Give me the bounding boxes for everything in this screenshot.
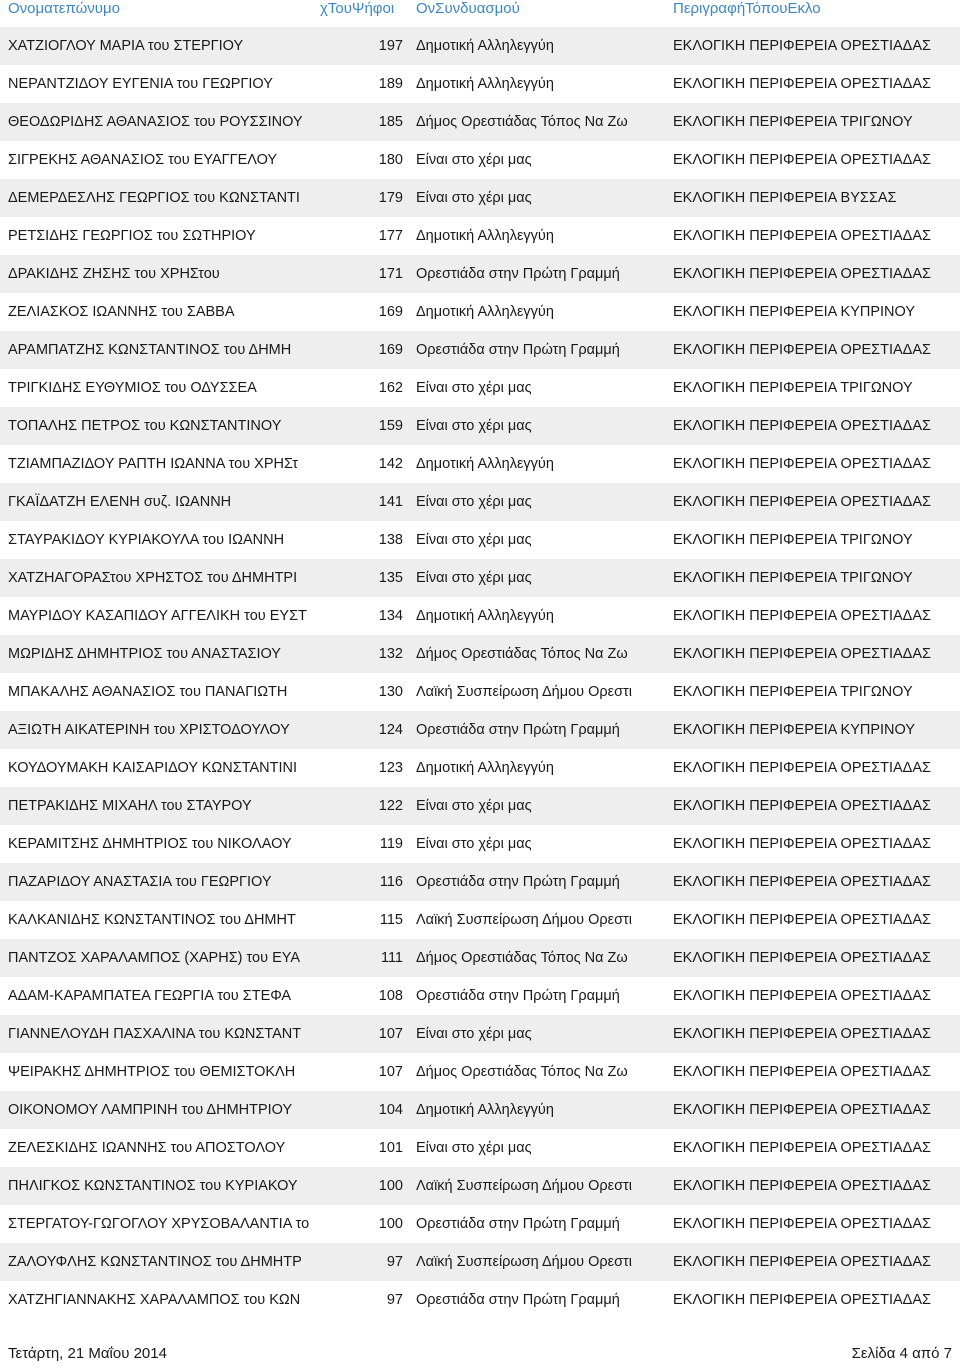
vote-count: 115 (379, 912, 403, 928)
candidate-name: ΠΑΖΑΡΙΔΟΥ ΑΝΑΣΤΑΣΙΑ του ΓΕΩΡΓΙΟΥ (8, 874, 272, 890)
vote-count: 97 (386, 1292, 403, 1308)
vote-count: 142 (378, 456, 403, 472)
header-name: Ονοματεπώνυμο (8, 0, 120, 17)
combination-name: Είναι στο χέρι μας (416, 418, 532, 434)
vote-count: 104 (378, 1102, 403, 1118)
electoral-region: ΕΚΛΟΓΙΚΗ ΠΕΡΙΦΕΡΕΙΑ ΟΡΕΣΤΙΑΔΑΣ (673, 836, 932, 852)
combination-name: Δήμος Ορεστιάδας Τόπος Να Ζω (416, 1064, 628, 1080)
table-row (0, 1167, 960, 1205)
combination-name: Ορεστιάδα στην Πρώτη Γραμμή (416, 342, 620, 358)
candidate-name: ΜΩΡΙΔΗΣ ΔΗΜΗΤΡΙΟΣ του ΑΝΑΣΤΑΣΙΟΥ (8, 646, 281, 662)
candidate-name: ΧΑΤΖΗΑΓΟΡΑΣτου ΧΡΗΣΤΟΣ του ΔΗΜΗΤΡΙ (8, 570, 298, 586)
candidate-name: ΟΙΚΟΝΟΜΟΥ ΛΑΜΠΡΙΝΗ του ΔΗΜΗΤΡΙΟΥ (8, 1102, 293, 1118)
electoral-region: ΕΚΛΟΓΙΚΗ ΠΕΡΙΦΕΡΕΙΑ ΟΡΕΣΤΙΑΔΑΣ (673, 950, 932, 966)
vote-count: 169 (378, 342, 403, 358)
candidate-name: ΚΟΥΔΟΥΜΑΚΗ ΚΑΙΣΑΡΙΔΟΥ ΚΩΝΣΤΑΝΤΙΝΙ (8, 760, 298, 776)
combination-name: Ορεστιάδα στην Πρώτη Γραμμή (416, 874, 620, 890)
vote-count: 100 (378, 1216, 403, 1232)
table-row (0, 179, 960, 217)
table-row (0, 1281, 960, 1319)
candidate-name: ΜΠΑΚΑΛΗΣ ΑΘΑΝΑΣΙΟΣ του ΠΑΝΑΓΙΩΤΗ (8, 684, 288, 700)
table-row (0, 445, 960, 483)
vote-count: 108 (378, 988, 403, 1004)
electoral-region: ΕΚΛΟΓΙΚΗ ΠΕΡΙΦΕΡΕΙΑ ΟΡΕΣΤΙΑΔΑΣ (673, 152, 932, 168)
candidate-name: ΖΕΛΕΣΚΙΔΗΣ ΙΩΑΝΝΗΣ του ΑΠΟΣΤΟΛΟΥ (8, 1140, 286, 1156)
vote-count: 138 (378, 532, 403, 548)
electoral-region: ΕΚΛΟΓΙΚΗ ΠΕΡΙΦΕΡΕΙΑ ΤΡΙΓΩΝΟΥ (673, 684, 913, 700)
results-table (0, 27, 960, 1319)
table-row (0, 217, 960, 255)
candidate-name: ΖΑΛΟΥΦΛΗΣ ΚΩΝΣΤΑΝΤΙΝΟΣ του ΔΗΜΗΤΡ (8, 1254, 302, 1270)
table-row (0, 901, 960, 939)
footer-page-number: Σελίδα 4 από 7 (851, 1345, 952, 1362)
candidate-name: ΚΕΡΑΜΙΤΣΗΣ ΔΗΜΗΤΡΙΟΣ του ΝΙΚΟΛΑΟΥ (8, 836, 292, 852)
electoral-region: ΕΚΛΟΓΙΚΗ ΠΕΡΙΦΕΡΕΙΑ ΟΡΕΣΤΙΑΔΑΣ (673, 1292, 932, 1308)
candidate-name: ΤΖΙΑΜΠΑΖΙΔΟΥ ΡΑΠΤΗ ΙΩΑΝΝΑ του ΧΡΗΣτ (8, 456, 298, 472)
combination-name: Δημοτική Αλληλεγγύη (416, 228, 554, 244)
vote-count: 123 (378, 760, 403, 776)
vote-count: 124 (378, 722, 403, 738)
table-row (0, 1053, 960, 1091)
vote-count: 171 (378, 266, 403, 282)
candidate-name: ΑΡΑΜΠΑΤΖΗΣ ΚΩΝΣΤΑΝΤΙΝΟΣ του ΔΗΜΗ (8, 342, 292, 358)
candidate-name: ΓΚΑΪΔΑΤΖΗ ΕΛΕΝΗ συζ. ΙΩΑΝΝΗ (8, 494, 232, 510)
table-row (0, 1205, 960, 1243)
vote-count: 107 (378, 1064, 403, 1080)
candidate-name: ΡΕΤΣΙΔΗΣ ΓΕΩΡΓΙΟΣ του ΣΩΤΗΡΙΟΥ (8, 228, 256, 244)
vote-count: 130 (378, 684, 403, 700)
combination-name: Δήμος Ορεστιάδας Τόπος Να Ζω (416, 950, 628, 966)
table-row (0, 673, 960, 711)
combination-name: Ορεστιάδα στην Πρώτη Γραμμή (416, 266, 620, 282)
candidate-name: ΤΟΠΑΛΗΣ ΠΕΤΡΟΣ του ΚΩΝΣΤΑΝΤΙΝΟΥ (8, 418, 282, 434)
electoral-region: ΕΚΛΟΓΙΚΗ ΠΕΡΙΦΕΡΕΙΑ ΟΡΕΣΤΙΑΔΑΣ (673, 874, 932, 890)
combination-name: Δημοτική Αλληλεγγύη (416, 760, 554, 776)
electoral-region: ΕΚΛΟΓΙΚΗ ΠΕΡΙΦΕΡΕΙΑ ΟΡΕΣΤΙΑΔΑΣ (673, 76, 932, 92)
electoral-region: ΕΚΛΟΓΙΚΗ ΠΕΡΙΦΕΡΕΙΑ ΒΥΣΣΑΣ (673, 190, 897, 206)
electoral-region: ΕΚΛΟΓΙΚΗ ΠΕΡΙΦΕΡΕΙΑ ΟΡΕΣΤΙΑΔΑΣ (673, 266, 932, 282)
candidate-name: ΔΡΑΚΙΔΗΣ ΖΗΣΗΣ του ΧΡΗΣτου (8, 266, 220, 282)
combination-name: Είναι στο χέρι μας (416, 798, 532, 814)
electoral-region: ΕΚΛΟΓΙΚΗ ΠΕΡΙΦΕΡΕΙΑ ΟΡΕΣΤΙΑΔΑΣ (673, 912, 932, 928)
combination-name: Λαϊκή Συσπείρωση Δήμου Ορεστι (416, 1254, 632, 1270)
table-row (0, 749, 960, 787)
electoral-region: ΕΚΛΟΓΙΚΗ ΠΕΡΙΦΕΡΕΙΑ ΟΡΕΣΤΙΑΔΑΣ (673, 228, 932, 244)
candidate-name: ΖΕΛΙΑΣΚΟΣ ΙΩΑΝΝΗΣ του ΣΑΒΒΑ (8, 304, 235, 320)
electoral-region: ΕΚΛΟΓΙΚΗ ΠΕΡΙΦΕΡΕΙΑ ΚΥΠΡΙΝΟΥ (673, 304, 916, 320)
candidate-name: ΔΕΜΕΡΔΕΣΛΗΣ ΓΕΩΡΓΙΟΣ του ΚΩΝΣΤΑΝΤΙ (8, 190, 300, 206)
vote-count: 132 (378, 646, 403, 662)
combination-name: Δήμος Ορεστιάδας Τόπος Να Ζω (416, 114, 628, 130)
combination-name: Ορεστιάδα στην Πρώτη Γραμμή (416, 1292, 620, 1308)
candidate-name: ΠΑΝΤΖΟΣ ΧΑΡΑΛΑΜΠΟΣ (ΧΑΡΗΣ) του ΕΥΑ (8, 950, 301, 966)
candidate-name: ΝΕΡΑΝΤΖΙΔΟΥ ΕΥΓΕΝΙΑ του ΓΕΩΡΓΙΟΥ (8, 76, 273, 92)
electoral-region: ΕΚΛΟΓΙΚΗ ΠΕΡΙΦΕΡΕΙΑ ΟΡΕΣΤΙΑΔΑΣ (673, 1216, 932, 1232)
combination-name: Είναι στο χέρι μας (416, 494, 532, 510)
candidate-name: ΑΔΑΜ-ΚΑΡΑΜΠΑΤΕΑ ΓΕΩΡΓΙΑ του ΣΤΕΦΑ (8, 988, 292, 1004)
electoral-region: ΕΚΛΟΓΙΚΗ ΠΕΡΙΦΕΡΕΙΑ ΟΡΕΣΤΙΑΔΑΣ (673, 456, 932, 472)
combination-name: Είναι στο χέρι μας (416, 380, 532, 396)
table-row (0, 863, 960, 901)
page-footer (0, 1345, 960, 1367)
header-votes: χΤουΨήφοι (320, 0, 395, 17)
combination-name: Λαϊκή Συσπείρωση Δήμου Ορεστι (416, 1178, 632, 1194)
electoral-region: ΕΚΛΟΓΙΚΗ ΠΕΡΙΦΕΡΕΙΑ ΟΡΕΣΤΙΑΔΑΣ (673, 646, 932, 662)
vote-count: 97 (386, 1254, 403, 1270)
vote-count: 107 (378, 1026, 403, 1042)
electoral-region: ΕΚΛΟΓΙΚΗ ΠΕΡΙΦΕΡΕΙΑ ΤΡΙΓΩΝΟΥ (673, 114, 913, 130)
candidate-name: ΧΑΤΖΗΓΙΑΝΝΑΚΗΣ ΧΑΡΑΛΑΜΠΟΣ του ΚΩΝ (8, 1292, 301, 1308)
table-row (0, 255, 960, 293)
table-row (0, 103, 960, 141)
vote-count: 159 (378, 418, 403, 434)
vote-count: 134 (378, 608, 403, 624)
vote-count: 180 (378, 152, 403, 168)
combination-name: Δημοτική Αλληλεγγύη (416, 76, 554, 92)
electoral-region: ΕΚΛΟΓΙΚΗ ΠΕΡΙΦΕΡΕΙΑ ΚΥΠΡΙΝΟΥ (673, 722, 916, 738)
vote-count: 185 (378, 114, 403, 130)
vote-count: 169 (378, 304, 403, 320)
table-row (0, 141, 960, 179)
electoral-region: ΕΚΛΟΓΙΚΗ ΠΕΡΙΦΕΡΕΙΑ ΟΡΕΣΤΙΑΔΑΣ (673, 38, 932, 54)
electoral-region: ΕΚΛΟΓΙΚΗ ΠΕΡΙΦΕΡΕΙΑ ΤΡΙΓΩΝΟΥ (673, 380, 913, 396)
combination-name: Ορεστιάδα στην Πρώτη Γραμμή (416, 1216, 620, 1232)
electoral-region: ΕΚΛΟΓΙΚΗ ΠΕΡΙΦΕΡΕΙΑ ΤΡΙΓΩΝΟΥ (673, 570, 913, 586)
electoral-region: ΕΚΛΟΓΙΚΗ ΠΕΡΙΦΕΡΕΙΑ ΟΡΕΣΤΙΑΔΑΣ (673, 1140, 932, 1156)
table-row (0, 65, 960, 103)
electoral-region: ΕΚΛΟΓΙΚΗ ΠΕΡΙΦΕΡΕΙΑ ΟΡΕΣΤΙΑΔΑΣ (673, 798, 932, 814)
electoral-region: ΕΚΛΟΓΙΚΗ ΠΕΡΙΦΕΡΕΙΑ ΟΡΕΣΤΙΑΔΑΣ (673, 342, 932, 358)
combination-name: Είναι στο χέρι μας (416, 152, 532, 168)
combination-name: Δημοτική Αλληλεγγύη (416, 456, 554, 472)
vote-count: 197 (378, 38, 403, 54)
vote-count: 122 (378, 798, 403, 814)
table-row (0, 521, 960, 559)
table-row (0, 27, 960, 65)
table-row (0, 597, 960, 635)
footer-date: Τετάρτη, 21 Μαΐου 2014 (8, 1345, 167, 1362)
electoral-region: ΕΚΛΟΓΙΚΗ ΠΕΡΙΦΕΡΕΙΑ ΟΡΕΣΤΙΑΔΑΣ (673, 418, 932, 434)
electoral-region: ΕΚΛΟΓΙΚΗ ΠΕΡΙΦΕΡΕΙΑ ΤΡΙΓΩΝΟΥ (673, 532, 913, 548)
table-row (0, 1091, 960, 1129)
table-row (0, 369, 960, 407)
combination-name: Είναι στο χέρι μας (416, 836, 532, 852)
combination-name: Είναι στο χέρι μας (416, 532, 532, 548)
candidate-name: ΠΕΤΡΑΚΙΔΗΣ ΜΙΧΑΗΛ του ΣΤΑΥΡΟΥ (8, 798, 252, 814)
combination-name: Ορεστιάδα στην Πρώτη Γραμμή (416, 722, 620, 738)
table-row (0, 1243, 960, 1281)
table-row (0, 1129, 960, 1167)
electoral-region: ΕΚΛΟΓΙΚΗ ΠΕΡΙΦΕΡΕΙΑ ΟΡΕΣΤΙΑΔΑΣ (673, 1254, 932, 1270)
vote-count: 162 (378, 380, 403, 396)
candidate-name: ΣΤΕΡΓΑΤΟΥ-ΓΩΓΟΓΛΟΥ ΧΡΥΣΟΒΑΛΑΝΤΙΑ το (8, 1216, 310, 1232)
electoral-region: ΕΚΛΟΓΙΚΗ ΠΕΡΙΦΕΡΕΙΑ ΟΡΕΣΤΙΑΔΑΣ (673, 760, 932, 776)
table-row (0, 293, 960, 331)
combination-name: Δημοτική Αλληλεγγύη (416, 608, 554, 624)
candidate-name: ΜΑΥΡΙΔΟΥ ΚΑΣΑΠΙΔΟΥ ΑΓΓΕΛΙΚΗ του ΕΥΣΤ (8, 608, 307, 624)
combination-name: Είναι στο χέρι μας (416, 570, 532, 586)
vote-count: 111 (380, 950, 403, 966)
combination-name: Ορεστιάδα στην Πρώτη Γραμμή (416, 988, 620, 1004)
candidate-name: ΑΞΙΩΤΗ ΑΙΚΑΤΕΡΙΝΗ του ΧΡΙΣΤΟΔΟΥΛΟΥ (8, 722, 290, 738)
table-row (0, 825, 960, 863)
candidate-name: ΤΡΙΓΚΙΔΗΣ ΕΥΘΥΜΙΟΣ του ΟΔΥΣΣΕΑ (8, 380, 257, 396)
table-row (0, 331, 960, 369)
vote-count: 100 (378, 1178, 403, 1194)
combination-name: Δήμος Ορεστιάδας Τόπος Να Ζω (416, 646, 628, 662)
candidate-name: ΚΑΛΚΑΝΙΔΗΣ ΚΩΝΣΤΑΝΤΙΝΟΣ του ΔΗΜΗΤ (8, 912, 296, 928)
vote-count: 116 (379, 874, 403, 890)
combination-name: Δημοτική Αλληλεγγύη (416, 1102, 554, 1118)
vote-count: 141 (378, 494, 403, 510)
vote-count: 101 (378, 1140, 403, 1156)
header-region: ΠεριγραφήΤόπουΕκλο (673, 0, 821, 17)
electoral-region: ΕΚΛΟΓΙΚΗ ΠΕΡΙΦΕΡΕΙΑ ΟΡΕΣΤΙΑΔΑΣ (673, 1102, 932, 1118)
table-row (0, 711, 960, 749)
candidate-name: ΣΤΑΥΡΑΚΙΔΟΥ ΚΥΡΙΑΚΟΥΛΑ του ΙΩΑΝΝΗ (8, 532, 285, 548)
header-combination: ΟνΣυνδυασμού (416, 0, 520, 17)
electoral-region: ΕΚΛΟΓΙΚΗ ΠΕΡΙΦΕΡΕΙΑ ΟΡΕΣΤΙΑΔΑΣ (673, 988, 932, 1004)
table-row (0, 407, 960, 445)
candidate-name: ΓΙΑΝΝΕΛΟΥΔΗ ΠΑΣΧΑΛΙΝΑ του ΚΩΝΣΤΑΝΤ (8, 1026, 302, 1042)
candidate-name: ΨΕΙΡΑΚΗΣ ΔΗΜΗΤΡΙΟΣ του ΘΕΜΙΣΤΟΚΛΗ (8, 1064, 296, 1080)
candidate-name: ΠΗΛΙΓΚΟΣ ΚΩΝΣΤΑΝΤΙΝΟΣ του ΚΥΡΙΑΚΟΥ (8, 1178, 298, 1194)
vote-count: 179 (378, 190, 403, 206)
combination-name: Λαϊκή Συσπείρωση Δήμου Ορεστι (416, 684, 632, 700)
table-row (0, 939, 960, 977)
combination-name: Δημοτική Αλληλεγγύη (416, 38, 554, 54)
vote-count: 119 (379, 836, 403, 852)
vote-count: 189 (378, 76, 403, 92)
vote-count: 135 (378, 570, 403, 586)
table-row (0, 559, 960, 597)
electoral-region: ΕΚΛΟΓΙΚΗ ΠΕΡΙΦΕΡΕΙΑ ΟΡΕΣΤΙΑΔΑΣ (673, 1064, 932, 1080)
combination-name: Είναι στο χέρι μας (416, 190, 532, 206)
electoral-region: ΕΚΛΟΓΙΚΗ ΠΕΡΙΦΕΡΕΙΑ ΟΡΕΣΤΙΑΔΑΣ (673, 494, 932, 510)
table-row (0, 483, 960, 521)
combination-name: Λαϊκή Συσπείρωση Δήμου Ορεστι (416, 912, 632, 928)
electoral-region: ΕΚΛΟΓΙΚΗ ΠΕΡΙΦΕΡΕΙΑ ΟΡΕΣΤΙΑΔΑΣ (673, 1178, 932, 1194)
electoral-region: ΕΚΛΟΓΙΚΗ ΠΕΡΙΦΕΡΕΙΑ ΟΡΕΣΤΙΑΔΑΣ (673, 608, 932, 624)
table-row (0, 635, 960, 673)
combination-name: Είναι στο χέρι μας (416, 1026, 532, 1042)
electoral-region: ΕΚΛΟΓΙΚΗ ΠΕΡΙΦΕΡΕΙΑ ΟΡΕΣΤΙΑΔΑΣ (673, 1026, 932, 1042)
candidate-name: ΧΑΤΖΙΟΓΛΟΥ ΜΑΡΙΑ του ΣΤΕΡΓΙΟΥ (8, 38, 244, 54)
candidate-name: ΣΙΓΡΕΚΗΣ ΑΘΑΝΑΣΙΟΣ του ΕΥΑΓΓΕΛΟΥ (8, 152, 278, 168)
vote-count: 177 (378, 228, 403, 244)
table-header (0, 0, 960, 24)
table-row (0, 787, 960, 825)
combination-name: Δημοτική Αλληλεγγύη (416, 304, 554, 320)
candidate-name: ΘΕΟΔΩΡΙΔΗΣ ΑΘΑΝΑΣΙΟΣ του ΡΟΥΣΣΙΝΟΥ (8, 114, 303, 130)
combination-name: Είναι στο χέρι μας (416, 1140, 532, 1156)
table-row (0, 977, 960, 1015)
table-row (0, 1015, 960, 1053)
